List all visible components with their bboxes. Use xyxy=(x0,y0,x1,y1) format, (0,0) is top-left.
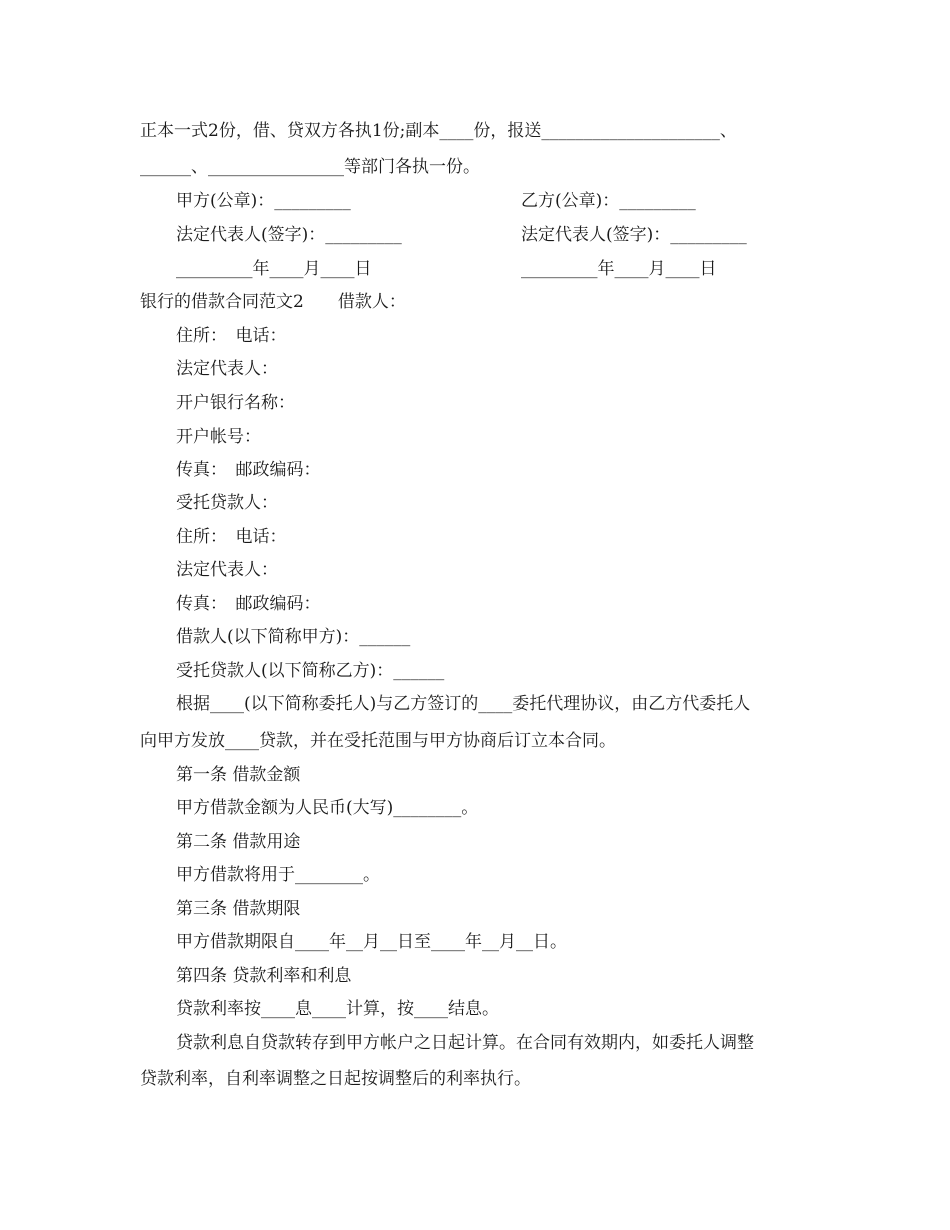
intro-line-2: 向甲方发放____贷款，并在受托范围与甲方协商后订立本合同。 xyxy=(140,731,616,751)
party-b-date: _________年____月____日 xyxy=(521,259,717,279)
interest-para-line-1: 贷款利息自贷款转存到甲方帐户之日起计算。在合同有效期内，如委托人调整 xyxy=(176,1033,754,1053)
section-heading: 银行的借款合同范文2 借款人： xyxy=(140,292,406,312)
article-4-title: 第四条 贷款利率和利息 xyxy=(176,966,352,986)
party-b-representative: 法定代表人(签字)：_________ xyxy=(521,225,747,245)
party-a-date: _________年____月____日 xyxy=(176,259,372,279)
field-address: 住所： 电话： xyxy=(176,326,287,346)
field-borrower-party-a: 借款人(以下简称甲方)：______ xyxy=(176,627,411,647)
field-bank-name: 开户银行名称： xyxy=(176,393,295,413)
article-3-title: 第三条 借款期限 xyxy=(176,899,301,919)
field-trustee-lender: 受托贷款人： xyxy=(176,493,278,513)
party-b-seal: 乙方(公章)：_________ xyxy=(521,191,696,211)
copies-line-2: ______、________________等部门各执一份。 xyxy=(140,157,480,177)
intro-line-1: 根据____(以下简称委托人)与乙方签订的____委托代理协议，由乙方代委托人 xyxy=(176,694,751,714)
article-3-body: 甲方借款期限自____年__月__日至____年__月__日。 xyxy=(176,932,567,952)
field-lender-party-b: 受托贷款人(以下简称乙方)：______ xyxy=(176,661,445,681)
interest-para-line-2: 贷款利率，自利率调整之日起按调整后的利率执行。 xyxy=(140,1069,531,1089)
field-trustee-legal-representative: 法定代表人： xyxy=(176,560,278,580)
article-1-body: 甲方借款金额为人民币(大写)________。 xyxy=(176,798,479,818)
copies-line-1: 正本一式2份，借、贷双方各执1份;副本____份，报送_____________________、 xyxy=(140,121,737,141)
article-2-body: 甲方借款将用于________。 xyxy=(176,865,380,885)
article-1-title: 第一条 借款金额 xyxy=(176,765,301,785)
article-4-body: 贷款利率按____息____计算，按____结息。 xyxy=(176,999,499,1019)
field-legal-representative: 法定代表人： xyxy=(176,359,278,379)
article-2-title: 第二条 借款用途 xyxy=(176,832,301,852)
field-fax-postcode: 传真： 邮政编码： xyxy=(176,460,321,480)
field-trustee-fax-postcode: 传真： 邮政编码： xyxy=(176,594,321,614)
party-a-representative: 法定代表人(签字)：_________ xyxy=(176,225,402,245)
party-a-seal: 甲方(公章)：_________ xyxy=(176,191,351,211)
field-account-number: 开户帐号： xyxy=(176,427,261,447)
field-trustee-address: 住所： 电话： xyxy=(176,527,287,547)
